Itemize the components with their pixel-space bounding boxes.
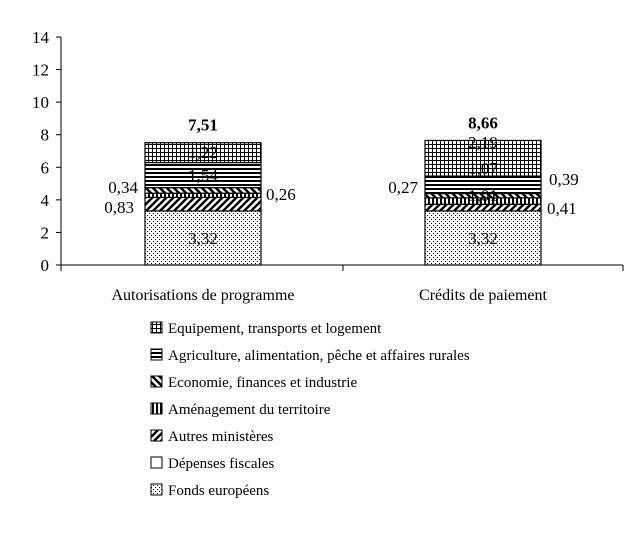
y-tick-label: 2 <box>40 223 49 243</box>
legend-swatch <box>151 322 162 333</box>
data-label: 3,32 <box>188 229 218 248</box>
legend-label: Economie, finances et industrie <box>168 375 358 391</box>
data-label: 0,83 <box>104 198 134 217</box>
bar-segment <box>425 204 541 211</box>
x-tick-label: Crédits de paiement <box>419 287 547 304</box>
data-label: 1,01 <box>468 186 498 205</box>
legend-label: Fonds européens <box>168 483 270 499</box>
legend-label: Equipement, transports et logement <box>168 321 382 337</box>
legend-swatch <box>151 484 162 495</box>
y-tick-label: 8 <box>40 125 49 145</box>
data-label: 0,27 <box>388 178 418 197</box>
data-label: 3,32 <box>468 229 498 248</box>
y-axis <box>32 28 61 275</box>
legend-swatch <box>151 457 162 468</box>
legend-label: Autres ministères <box>168 429 274 445</box>
x-axis <box>61 265 623 304</box>
y-tick-label: 12 <box>32 60 49 80</box>
y-tick-label: 4 <box>40 190 49 210</box>
legend-swatch <box>151 430 162 441</box>
y-tick-label: 10 <box>32 93 49 113</box>
data-label: 0,26 <box>266 185 296 204</box>
y-tick-label: 6 <box>40 158 49 178</box>
bar-segment <box>145 188 261 194</box>
data-label: 1,54 <box>188 166 218 185</box>
data-label: 1,07 <box>468 159 498 178</box>
legend-label: Aménagement du territoire <box>168 402 331 418</box>
bar-segment <box>145 193 261 197</box>
legend-swatch <box>151 403 162 414</box>
data-label: 2,19 <box>468 133 498 152</box>
bar-segment <box>145 197 261 211</box>
bar-total-label: 7,51 <box>188 115 218 135</box>
legend-swatch <box>151 349 162 360</box>
bar-total-label: 8,66 <box>468 113 498 133</box>
legend-label: Agriculture, alimentation, pêche et affaires rurales <box>168 348 470 364</box>
data-label: 0,41 <box>547 199 577 218</box>
data-label: 0,39 <box>549 170 579 189</box>
x-tick-label: Autorisations de programme <box>111 287 295 304</box>
legend-label: Dépenses fiscales <box>168 456 275 472</box>
legend-swatch <box>151 376 162 387</box>
data-label: 1,22 <box>188 143 218 162</box>
y-tick-label: 14 <box>32 28 49 47</box>
y-tick-label: 0 <box>40 256 49 275</box>
legend <box>151 321 470 499</box>
data-label: 0,34 <box>108 178 138 197</box>
